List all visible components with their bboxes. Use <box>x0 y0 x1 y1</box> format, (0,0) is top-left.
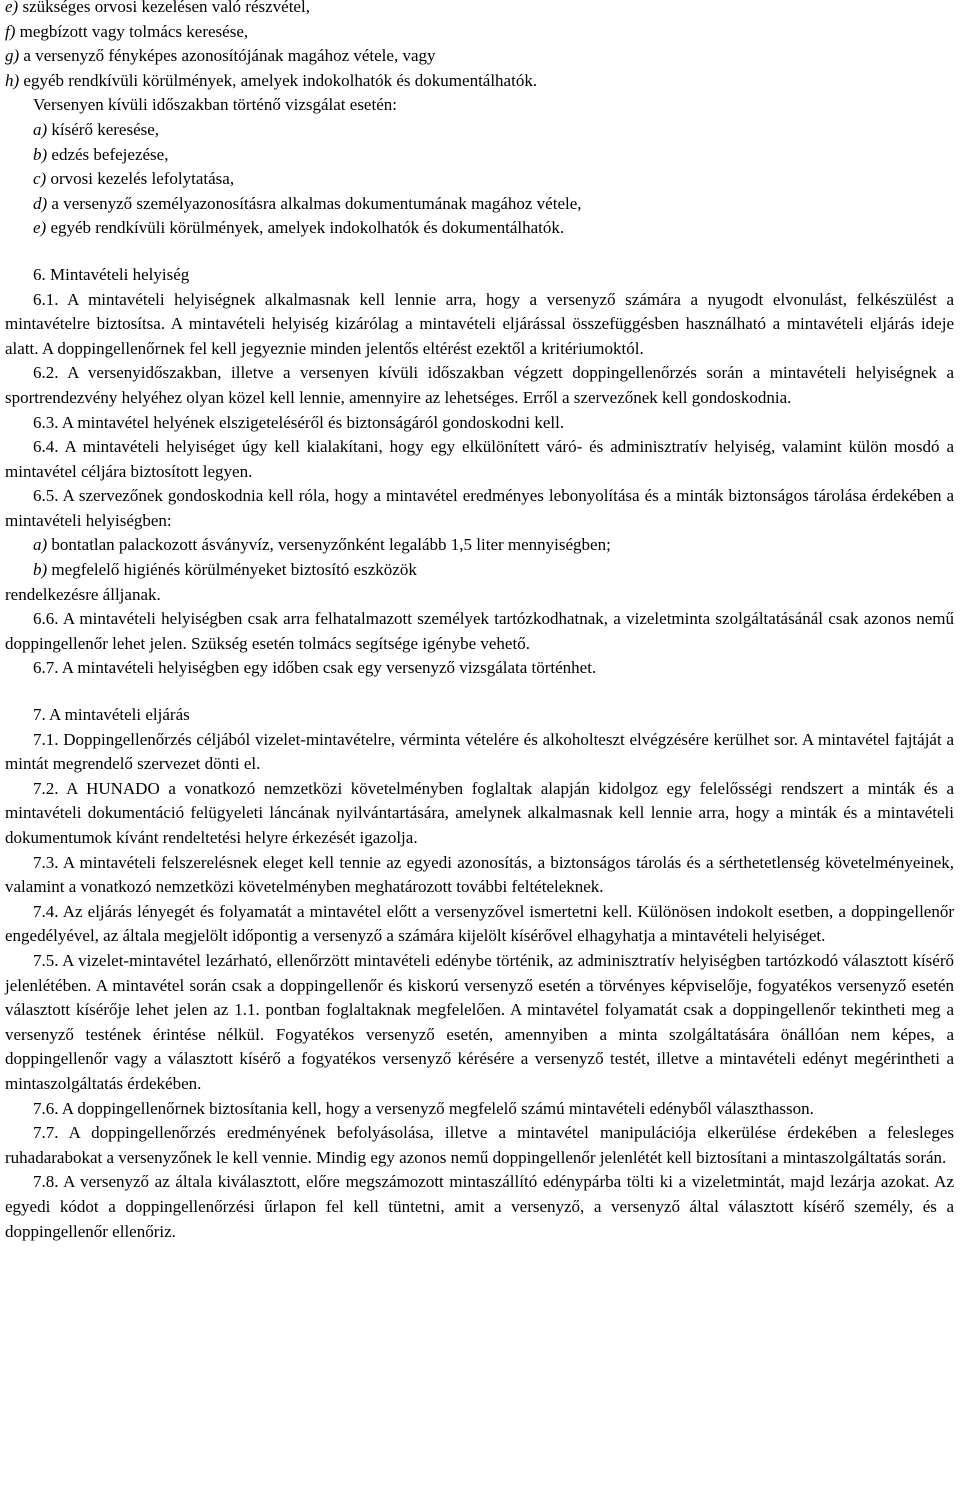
paragraph-6-7: 6.7. A mintavételi helyiségben egy időben csak egy versenyző vizsgálata történhet. <box>33 658 597 678</box>
list-item-text: edzés befejezése, <box>47 144 169 164</box>
list-marker: b) <box>33 144 48 164</box>
list-item-text: a versenyző személyazonosításra alkalmas dokumentumának magához vétele, <box>47 193 582 213</box>
list-marker: a) <box>33 119 48 139</box>
section-6 <box>5 263 954 681</box>
paragraph-7-7: 7.7. A doppingellenőrzés eredményének befolyásolása, illetve a mintavétel manipulációja elkerülése érdekében a felesleges ruhadarabokat a versenyzőnek le kell vennie. Mindig egy azonos nemű doppingellenőr jelenlétét kell biztosítani a mintaszolgáltatás során. <box>5 1123 954 1167</box>
paragraph-6-2: 6.2. A versenyidőszakban, illetve a versenyen kívüli időszakban végzett doppingellenőrzés során a mintavételi helyiségnek a sportrendezvény helyéhez olyan közel kell lennie, amennyire az lehetséges. Erről a szervezőnek kell gondoskodnia. <box>5 363 954 407</box>
list-marker: a) <box>33 535 48 555</box>
list-item-text: megfelelő higiénés körülményeket biztosító eszközök <box>47 560 417 580</box>
section-heading: 6. Mintavételi helyiség <box>33 264 190 284</box>
list-item <box>5 558 954 583</box>
paragraph-6-1: 6.1. A mintavételi helyiségnek alkalmasnak kell lennie arra, hogy a versenyző számára a nyugodt elvonulást, felkészülést a mintavételre biztosítsa. A mintavételi helyiség kizárólag a mintavételi eljárással összefüggésben használható a mintavételi eljárás ideje alatt. A doppingellenőrnek fel kell jegyeznie minden jelentős eltérést ezektől a kritériumoktól. <box>5 289 954 358</box>
list-item-text: megbízott vagy tolmács keresése, <box>15 21 249 41</box>
paragraph-6-5: 6.5. A szervezőnek gondoskodnia kell róla, hogy a mintavétel eredményes lebonyolítása és a minták biztonságos tárolása érdekében a mintavételi helyiségben: <box>5 486 954 530</box>
list-marker: e) <box>5 0 19 16</box>
section-spacer <box>5 681 954 703</box>
paragraph-6-4: 6.4. A mintavételi helyiséget úgy kell kialakítani, hogy egy elkülönített váró- és adminisztratív helyiség, valamint külön mosdó a mintavétel céljára biztosított legyen. <box>5 437 954 481</box>
list-marker: e) <box>33 218 47 238</box>
list-item <box>5 533 954 558</box>
list-items-out-of-competition <box>5 118 954 241</box>
list-items-in-competition <box>5 0 954 93</box>
paragraph-6-6: 6.6. A mintavételi helyiségben csak arra felhatalmazott személyek tartózkodhatnak, a vizeletminta szolgáltatásánál csak azonos nemű doppingellenőr lehet jelen. Szükség esetén tolmács segítsége igénybe vehető. <box>5 609 954 653</box>
paragraph-6-3: 6.3. A mintavétel helyének elszigeteléséről és biztonságáról gondoskodni kell. <box>33 412 565 432</box>
paragraph-7-5: 7.5. A vizelet-mintavétel lezárható, ellenőrzött mintavételi edénybe történik, az adminisztratív helyiségben tartózkodó választott kísérő jelenlétében. A mintavétel során csak a doppingellenőr és kiskorú versenyző esetén a törvényes képviselője, fogyatékos versenyző esetén választott kísérője lehet jelen az 1.1. pontban foglaltaknak megfelelően. A mintavétel folyamatát csak a doppingellenőr tekintheti meg a versenyző testének érintése nélkül. Fogyatékos versenyző esetén, amennyiben a minta szolgáltatására önállóan nem képes, a doppingellenőr vagy a választott kísérő a fogyatékos versenyző kérésére a versenyző testét, illetve a mintavételi edényt megérintheti a mintaszolgáltatás érdekében. <box>5 950 954 1093</box>
paragraph-7-6: 7.6. A doppingellenőrnek biztosítania kell, hogy a versenyző megfelelő számú mintavételi edényből választhasson. <box>33 1098 814 1118</box>
list-marker: f) <box>5 21 16 41</box>
list-item <box>5 0 954 20</box>
paragraph-7-1: 7.1. Doppingellenőrzés céljából vizelet-mintavételre, vérminta vételére és alkoholteszt elvégzésére kerülhet sor. A mintavétel fajtáját a mintát megrendelő szervezet dönti el. <box>5 729 954 774</box>
list-item <box>5 192 954 217</box>
paragraph-7-8: 7.8. A versenyző az általa kiválasztott, előre megszámozott mintaszállító edénypárba tölti ki a vizeletmintát, majd lezárja azokat. Az egyedi kódot a doppingellenőrzési űrlapon fel kell tüntetni, amit a versenyző, a versenyző által választott kísérő személy, és a doppingellenőr ellenőriz. <box>5 1172 954 1241</box>
list-item <box>5 69 954 94</box>
out-of-competition-intro: Versenyen kívüli időszakban történő vizsgálat esetén: <box>33 95 397 115</box>
list-marker: g) <box>5 46 20 66</box>
list-item <box>5 118 954 143</box>
list-marker: b) <box>33 560 48 580</box>
list-item <box>5 167 954 192</box>
list-item <box>5 20 954 45</box>
section-7 <box>5 703 954 1244</box>
list-item-text: a versenyző fényképes azonosítójának magához vétele, vagy <box>19 46 436 66</box>
list-item-text: szükséges orvosi kezelésen való részvétel, <box>18 0 310 16</box>
paragraph-7-2: 7.2. A HUNADO a vonatkozó nemzetközi követelményben foglaltak alapján kidolgoz egy felelősségi rendszert a minták és a mintavételi dokumentáció felügyeleti láncának nyilvántartására, amelynek alkalmasnak kell lennie arra, hogy a minták és a mintavételi dokumentumok kívánt rendeltetési helyre érkezését igazolja. <box>5 778 954 847</box>
section-heading: 7. A mintavételi eljárás <box>33 705 190 725</box>
list-marker: d) <box>33 193 48 213</box>
list-item-text: egyéb rendkívüli körülmények, amelyek indokolhatók és dokumentálhatók. <box>19 70 538 90</box>
list-item-text: kísérő keresése, <box>47 119 160 139</box>
list-marker: h) <box>5 70 20 90</box>
list-item <box>5 143 954 168</box>
list-item-text: egyéb rendkívüli körülmények, amelyek indokolhatók és dokumentálhatók. <box>46 218 565 238</box>
list-item <box>5 44 954 69</box>
section-spacer <box>5 241 954 263</box>
list-item-text: bontatlan palackozott ásványvíz, versenyzőnként legalább 1,5 liter mennyiségben; <box>47 535 611 555</box>
list-item <box>5 216 954 241</box>
paragraph-7-4: 7.4. Az eljárás lényegét és folyamatát a mintavétel előtt a versenyzővel ismertetni kell. Különösen indokolt esetben, a doppingellenőr engedélyével, az általa megjelölt időpontig a versenyző a számára kijelölt kísérővel elhagyhatja a mintavételi helyiséget. <box>5 901 954 946</box>
paragraph-6-5-end: rendelkezésre álljanak. <box>5 584 161 604</box>
list-marker: c) <box>33 169 47 189</box>
list-item-text: orvosi kezelés lefolytatása, <box>46 169 235 189</box>
paragraph-7-3: 7.3. A mintavételi felszerelésnek eleget kell tennie az egyedi azonosítás, a biztonságos tárolás és a sérthetetlenség követelményeinek, valamint a vonatkozó nemzetközi követelményben meghatározott további feltételeknek. <box>5 852 954 897</box>
